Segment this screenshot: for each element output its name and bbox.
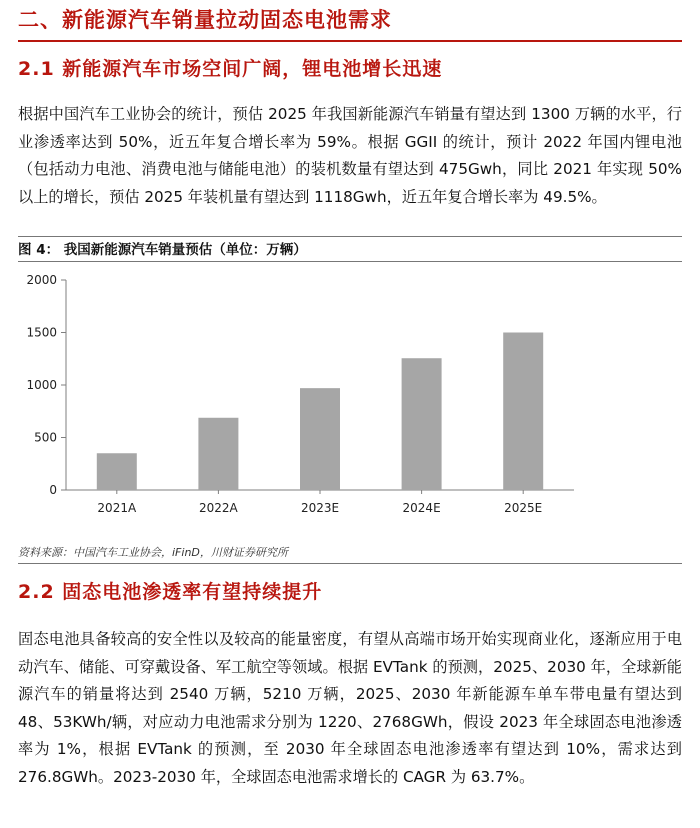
bar-chart: [18, 266, 682, 528]
bar-2024E: [402, 358, 442, 490]
y-tick-label: 1500: [26, 325, 57, 340]
bar-2025E: [503, 333, 543, 491]
subsection-title-2-2: 2.2 固态电池渗透率有望持续提升: [18, 581, 323, 603]
y-tick-label: 2000: [26, 273, 57, 287]
bar-2023E: [300, 388, 340, 490]
x-tick-label: 2022A: [199, 501, 238, 515]
section-title: 二、新能源汽车销量拉动固态电池需求: [18, 8, 392, 32]
paragraph-2-2: 固态电池具备较高的安全性以及较高的能量密度，有望从高端市场开始实现商业化，逐渐应用于电动汽车、储能、可穿戴设备、军工航空等领域。根据 EVTank 的预测，2025、2030 年，全球新能源汽车的销量将达到 2540 万辆，5210 万辆，2025、2030 年新能源车单车带电量有望达到 48、53KWh/辆，对应动力电池需求分别为 1220、2768GWh，假设 2023 年全球固态电池渗透率为 1%，根据 EVTank 的预测，至 2030 年全球固态电池渗透率有望达到 10%，需求达到 276.8GWh。2023-2030 年，全球固态电池需求增长的 CAGR 为 63.7%。: [18, 630, 682, 786]
x-tick-label: 2021A: [97, 501, 137, 515]
y-tick-label: 1000: [26, 378, 57, 392]
figure-title: 图 4： 我国新能源汽车销量预估（单位：万辆）: [18, 236, 682, 262]
chart-svg: [18, 266, 682, 528]
section-title-rule: [18, 40, 682, 42]
bar-2022A: [198, 418, 238, 490]
bar-2021A: [97, 453, 137, 490]
figure-source: 资料来源：中国汽车工业协会，iFinD，川财证券研究所: [18, 542, 682, 564]
x-tick-label: 2024E: [402, 501, 441, 515]
y-tick-label: 500: [34, 430, 57, 445]
y-tick-label: 0: [49, 483, 57, 497]
x-tick-label: 2023E: [300, 501, 340, 515]
x-tick-label: 2025E: [504, 501, 543, 515]
subsection-title-2-1: 2.1 新能源汽车市场空间广阔，锂电池增长迅速: [18, 58, 443, 80]
paragraph-2-1: 根据中国汽车工业协会的统计，预估 2025 年我国新能源汽车销量有望达到 1300 万辆的水平，行业渗透率达到 50%，近五年复合增长率为 59%。根据 GGII 的统计，预计 2022 年国内锂电池（包括动力电池、消费电池与储能电池）的装机数量有望达到 475Gwh，同比 2021 年实现 50%以上的增长，预估 2025 年装机量有望达到 1118Gwh，近五年复合增长率为 49.5%。: [18, 105, 682, 206]
